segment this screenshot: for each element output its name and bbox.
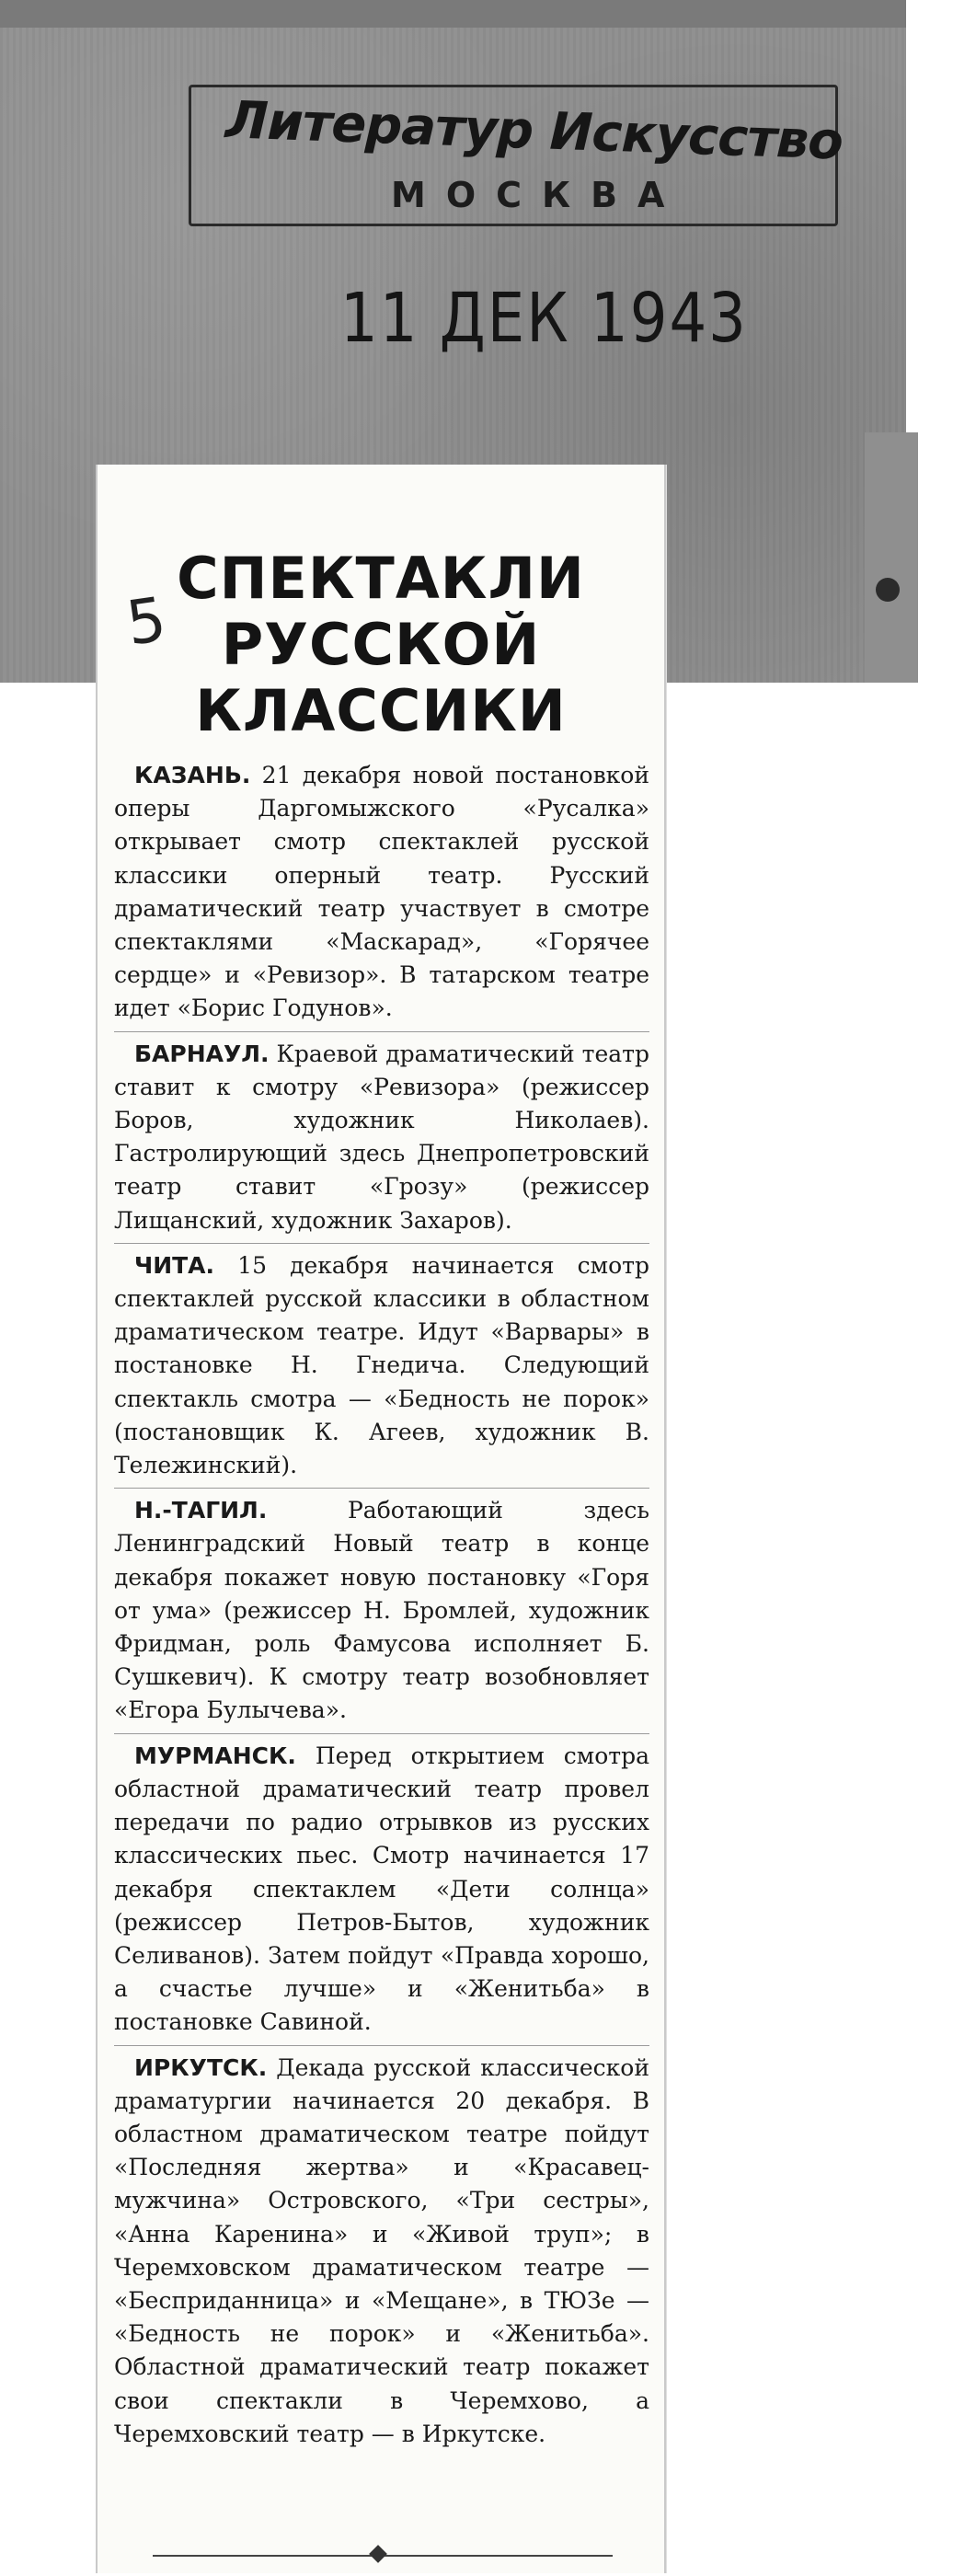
dateline-city: Н.-ТАГИЛ.	[134, 1497, 268, 1524]
news-text: Работающий здесь Ленинградский Новый театр в конце декабря покажет новую постановку «Горя от ума» (режиссер Н. Бромлей, художник Фридман, роль Фамусова исполняет Б. Сушкевич). К смотру театр возобновляет «Егора Булычева».	[114, 1497, 649, 1724]
end-ornament	[369, 2545, 387, 2563]
headline-line: СПЕКТАКЛИ	[177, 545, 585, 612]
news-text: 15 декабря начинается смотр спектаклей русской классики в областном драматическом театре. Идут «Варвары» в постановке Н. Гнедича. Следующий спектакль смотра — «Бедность не порок» (постановщик К. Агеев, художник В. Тележинский).	[114, 1251, 649, 1479]
dateline-city: ИРКУТСК.	[134, 2053, 268, 2081]
news-item-chita	[114, 1249, 649, 1489]
news-text: Перед открытием смотра областной драматический театр провел передачи по радио отрывков из русских классических пьес. Смотр начинается 17 декабря спектаклем «Дети солнца» (режиссер Петров-Бытов, художник Селиванов). Затем пойдут «Правда хорошо, а счастье лучше» и «Женитьба» в постановке Савиной.	[114, 1742, 649, 2036]
headline-line: РУССКОЙ	[221, 611, 541, 678]
headline-line: КЛАССИКИ	[195, 677, 567, 744]
dateline-city: МУРМАНСК.	[134, 1742, 296, 1769]
news-text: 21 декабря новой постановкой оперы Даргомыжского «Русалка» открывает смотр спектаклей русской классики оперный театр. Русский драматический театр участвует в смотре спектаклями «Маскарад», «Горячее сердце» и «Ревизор». В татарском театре идет «Борис Годунов».	[114, 762, 649, 1022]
handwritten-number: 5	[121, 583, 171, 660]
sheet-lower-edge	[865, 432, 918, 683]
news-item-n-tagil	[114, 1494, 649, 1733]
news-item-kazan	[114, 759, 649, 1032]
news-item-murmansk	[114, 1740, 649, 2046]
article-headline	[98, 546, 664, 744]
news-item-barnaul	[114, 1038, 649, 1244]
dateline-city: ЧИТА.	[134, 1251, 215, 1279]
news-text: Краевой драматический театр ставит к смотру «Ревизора» (режиссер Боров, художник Николаев). Гастролирующий здесь Днепропетровский театр ставит «Грозу» (режиссер Лищанский, художник Захаров).	[114, 1040, 650, 1234]
dateline-city: КАЗАНЬ.	[134, 762, 251, 788]
news-text: Декада русской классической драматургии начинается 20 декабря. В областном драматическом театре пойдут «Последняя жертва» и «Красавец-мужчина» Островского, «Три сестры», «Анна Каренина» и «Живой труп»; в Черемховском драматическом театре — «Бесприданница» и «Мещане», в ТЮЗе — «Бедность не порок» и «Женитьба». Областной драматический театр покажет свои спектакли в Черемхово, а Черемховский театр — в Иркутске.	[114, 2053, 649, 2447]
stamp-date: 11 ДЕК 1943	[340, 280, 748, 359]
news-item-irkutsk	[114, 2052, 649, 2456]
article-body	[114, 759, 649, 2462]
sheet-top-strip	[0, 0, 906, 28]
stamp-city: МОСКВА	[391, 175, 685, 215]
newspaper-clipping	[96, 465, 666, 2573]
dateline-city: БАРНАУЛ.	[134, 1040, 270, 1067]
punch-hole	[876, 578, 900, 602]
sheet-notch	[906, 0, 918, 432]
stamp-agency-name: Литератур Искусство	[224, 90, 844, 172]
